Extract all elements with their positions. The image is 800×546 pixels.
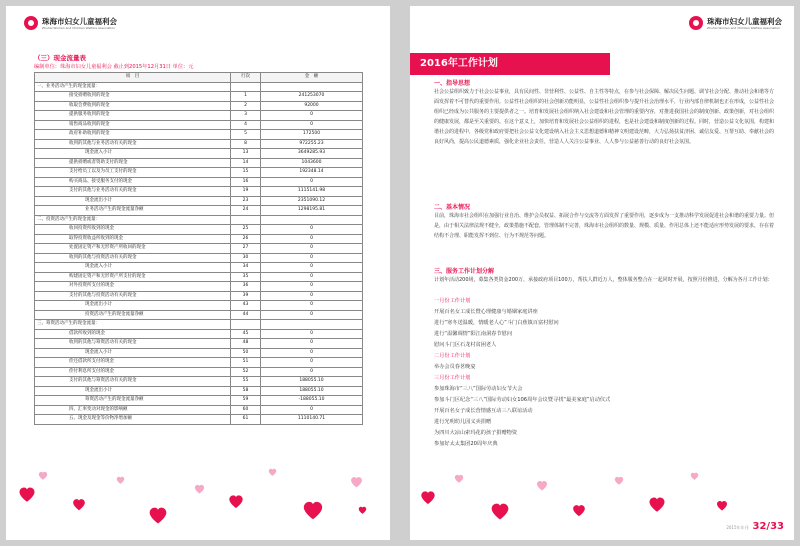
heart-icon <box>690 472 699 481</box>
cell-line: 1 <box>231 92 261 102</box>
table-row <box>35 101 363 111</box>
table-row <box>35 377 363 387</box>
cell-item: 收取会费收到的现金 <box>35 101 231 111</box>
brand-name: 珠海市妇女儿童福利会 <box>42 16 117 26</box>
heart-icon <box>18 486 36 504</box>
cell-amount: 188055.10 <box>261 377 363 387</box>
table-row <box>35 396 363 406</box>
schedule-item: 参加斗门区纪念“三八”国际劳动妇女106周年会议暨寻找“最美家庭”启动仪式 <box>434 397 611 403</box>
table-row <box>35 263 363 273</box>
table-row <box>35 415 363 425</box>
table-row <box>35 120 363 130</box>
heart-icon <box>454 474 464 484</box>
cell-line: 61 <box>231 415 261 425</box>
cell-amount: 0 <box>261 244 363 254</box>
table-row <box>35 225 363 235</box>
cell-line: 43 <box>231 301 261 311</box>
cell-amount: 0 <box>261 310 363 320</box>
cell-amount: 0 <box>261 405 363 415</box>
cell-amount <box>261 320 363 330</box>
schedule-item: 参加珠海市“三八”国际劳动妇女节大会 <box>434 386 523 392</box>
table-row <box>35 329 363 339</box>
cell-amount: 1298195.81 <box>261 206 363 216</box>
cell-amount: 0 <box>261 339 363 349</box>
cell-amount: 172500 <box>261 130 363 140</box>
heart-icon <box>148 506 168 526</box>
table-row <box>35 339 363 349</box>
heart-icon <box>420 490 436 506</box>
cell-amount: 1115141.98 <box>261 187 363 197</box>
cell-item: 现金流入小计 <box>35 348 231 358</box>
cell-item: 现金流出小计 <box>35 301 231 311</box>
cell-line: 13 <box>231 149 261 159</box>
schedule-item: 举办会员春茗晚宴 <box>434 364 476 370</box>
cell-item: 现金流入小计 <box>35 263 231 273</box>
table-row <box>35 234 363 244</box>
heading-basic-situation: 二、基本情况 <box>434 204 471 211</box>
cell-amount: 0 <box>261 225 363 235</box>
cell-line: 39 <box>231 291 261 301</box>
cell-amount: 0 <box>261 177 363 187</box>
table-row <box>35 291 363 301</box>
heart-icon <box>716 500 728 512</box>
cell-amount: 0 <box>261 348 363 358</box>
cell-amount: 92000 <box>261 101 363 111</box>
cell-line: 2 <box>231 101 261 111</box>
cell-line: 5 <box>231 130 261 140</box>
cell-item: 三、筹资活动产生的现金流量： <box>35 320 231 330</box>
table-row <box>35 367 363 377</box>
cell-amount: 3649285.93 <box>261 149 363 159</box>
brand-subtitle: Zhuhai Women and Children Welfare Association <box>707 25 781 30</box>
brand-subtitle: Zhuhai Women and Children Welfare Association <box>42 25 116 30</box>
cell-item: 投资活动产生的现金流量净额 <box>35 310 231 320</box>
cell-item: 购建固定资产和无形资产所支付的现金 <box>35 272 231 282</box>
schedule-item: 参加好太太集团20周年庆典 <box>434 441 498 447</box>
schedule-month: 三月份工作计划 <box>434 375 471 381</box>
heart-icon <box>490 502 510 522</box>
cell-amount <box>261 82 363 92</box>
cell-item: 偿还借款所支付的现金 <box>35 358 231 368</box>
table-row <box>35 187 363 197</box>
brand-name: 珠海市妇女儿童福利会 <box>707 16 782 26</box>
cell-item: 提供服务收到的现金 <box>35 111 231 121</box>
schedule-item: 进行“温馨调情”阳江南洞春节慰问 <box>434 331 513 337</box>
table-row <box>35 301 363 311</box>
cell-line: 26 <box>231 234 261 244</box>
cell-item: 收到的其他与业务活动有关的现金 <box>35 139 231 149</box>
cell-amount: 972255.23 <box>261 139 363 149</box>
cell-amount: 0 <box>261 358 363 368</box>
heart-icon <box>38 471 48 481</box>
cell-line: 55 <box>231 377 261 387</box>
cell-item: 现金流出小计 <box>35 196 231 206</box>
table-row <box>35 386 363 396</box>
heart-icon <box>194 484 205 495</box>
heart-icon <box>268 468 277 477</box>
table-row <box>35 358 363 368</box>
cell-line: 58 <box>231 386 261 396</box>
cell-amount: 0 <box>261 234 363 244</box>
logo-icon <box>24 16 38 30</box>
cell-item: 支付的其他与业务活动有关的现金 <box>35 187 231 197</box>
paragraph-service-plan: 计划年活动200场，募集各类资金200万，承接政府项目100万，帮扶人群近万人，整体服务整合在一起同时开展，按照月份推进，分解为各月工作计划： <box>434 277 773 283</box>
table-row <box>35 92 363 102</box>
section-title: （三）现金流量表 <box>34 54 86 62</box>
paragraph-guiding-ideology: 社会公益组织致力于社会公益事业，具有民间性、非营利性、公益性、自主性等特点，在参与社会保障、解决民生问题、调节社会分配、推动社会和谐等方面发挥着不可替代的重要作用。公益性社会组织的社会创新功能明显，公益性社会组织参与提升社会治理水平，行业内部自律机制也正在形成，公益性社会组织已经成为公共服务的主要提供者之一。培育和发展社会组织纳入社会建设和社会管理的重要内容，对推进我国社会的制度创新、政策创新，对社会组织的健康发展，都是至关重要的。在这个意义上，加快培育和发展社会公益组织的进程，也是社会建设和制度创新的过程。同时，营造公益文化氛围，构建和谐社会的进程中，各级党和政府要把社会公益文化建设纳入社会主义思想道德和精神文明建设范畴，大力弘扬扶贫济困、诚信友爱、互帮互助、奉献社会的良好风尚，提高公民道德素质，强化企业社会责任，营造人人关注公益事业、人人参与公益慈善行动的良好社会氛围。 <box>434 89 775 145</box>
table-row <box>35 130 363 140</box>
table-row <box>35 244 363 254</box>
cell-line: 24 <box>231 206 261 216</box>
schedule-item: 慰问斗门区石龙村贫困老人 <box>434 342 497 348</box>
cell-line: 45 <box>231 329 261 339</box>
cell-line: 19 <box>231 187 261 197</box>
cell-item: 收到的其他与投资活动有关的现金 <box>35 253 231 263</box>
cell-amount <box>261 215 363 225</box>
right-page <box>410 6 794 540</box>
left-page <box>6 6 390 540</box>
cell-line: 51 <box>231 358 261 368</box>
table-row <box>35 139 363 149</box>
cell-line: 4 <box>231 120 261 130</box>
plan-title-banner <box>410 53 610 75</box>
cell-item: 业务活动产生的现金流量净额 <box>35 206 231 216</box>
cell-line: 60 <box>231 405 261 415</box>
cell-amount: 0 <box>261 291 363 301</box>
cell-line: 16 <box>231 177 261 187</box>
table-row <box>35 177 363 187</box>
plan-title: 2016年工作计划 <box>420 58 498 69</box>
header-item: 项 目 <box>35 73 231 83</box>
cell-amount: 0 <box>261 301 363 311</box>
heart-icon <box>350 476 363 489</box>
cell-amount: 1043600 <box>261 158 363 168</box>
heart-icon <box>572 504 586 518</box>
brand-header-right <box>689 16 782 30</box>
table-row <box>35 348 363 358</box>
schedule-month: 一月份工作计划 <box>434 298 471 304</box>
heart-icon <box>228 494 244 510</box>
brand-header <box>24 16 117 30</box>
cell-line: 25 <box>231 225 261 235</box>
cell-amount: -188055.10 <box>261 396 363 406</box>
cell-amount: 0 <box>261 253 363 263</box>
heading-service-plan: 三、服务工作计划分解 <box>434 268 495 275</box>
cell-line: 50 <box>231 348 261 358</box>
table-row <box>35 111 363 121</box>
heading-guiding-ideology: 一、指导思想 <box>434 80 471 87</box>
cell-item: 现金流入小计 <box>35 149 231 159</box>
heart-icon <box>72 498 86 512</box>
cell-line: 35 <box>231 272 261 282</box>
cell-line: 59 <box>231 396 261 406</box>
schedule-month: 二月份工作计划 <box>434 353 471 359</box>
cell-item: 五、现金及现金等价物净增加额 <box>35 415 231 425</box>
cell-item: 取得投资收益所收到的现金 <box>35 234 231 244</box>
cell-item: 销售商品收到的现金 <box>35 120 231 130</box>
table-row <box>35 158 363 168</box>
cell-item: 对外投资所支付的现金 <box>35 282 231 292</box>
cell-amount: 0 <box>261 263 363 273</box>
cell-amount: 0 <box>261 367 363 377</box>
heart-icon <box>648 496 666 514</box>
table-row <box>35 253 363 263</box>
logo-icon <box>689 16 703 30</box>
cell-item: 政府补助收到的现金 <box>35 130 231 140</box>
cell-item: 收到的其他与筹资活动有关的现金 <box>35 339 231 349</box>
table-row <box>35 272 363 282</box>
cell-item: 现金流出小计 <box>35 386 231 396</box>
schedule-item: 为四川大凉山索玛花的孩子捐赠物资 <box>434 430 518 436</box>
schedule-item: 开展百名女工成长暨心理健康与婚姻家庭讲座 <box>434 309 538 315</box>
table-row <box>35 310 363 320</box>
header-line: 行次 <box>231 73 261 83</box>
table-row <box>35 320 363 330</box>
heart-icon <box>614 476 624 486</box>
report-meta: 编制单位：珠海市妇女儿童福利会 截止到2015年12月31日 单位：元 <box>34 64 194 70</box>
paragraph-basic-situation: 目前，珠海市社会组织在加强行业自治、维护会员权益、拓展合作与交流等方面发挥了重要作用，逐步成为一支推动科学发展促进社会和谐的重要力量。但是，由于相关法律法规不健全，政策措施不配套，管理体制不完善，珠海市社会组织的数量、规模、质量、作用总体上还不能适应形势发展的要求，存在着结构不合理、职能发挥不到位、行为不规范等问题。 <box>434 213 775 239</box>
cell-item: 二、投资活动产生的现金流量： <box>35 215 231 225</box>
cell-item: 收回投资所收到的现金 <box>35 225 231 235</box>
cell-line <box>231 82 261 92</box>
cell-line: 3 <box>231 111 261 121</box>
cell-line: 34 <box>231 263 261 273</box>
cell-line: 8 <box>231 139 261 149</box>
cell-item: 借款所收到的现金 <box>35 329 231 339</box>
cell-line <box>231 215 261 225</box>
cell-amount: 192348.14 <box>261 168 363 178</box>
cell-amount: 0 <box>261 329 363 339</box>
cell-line: 23 <box>231 196 261 206</box>
cell-item: 偿付利息所支付的现金 <box>35 367 231 377</box>
cell-line: 52 <box>231 367 261 377</box>
table-row <box>35 282 363 292</box>
heart-icon <box>116 476 125 485</box>
cell-item: 四、汇率变动对现金的影响额 <box>35 405 231 415</box>
cell-amount: 2351090.12 <box>261 196 363 206</box>
cell-line: 36 <box>231 282 261 292</box>
cell-item: 支付的其他与投资活动有关的现金 <box>35 291 231 301</box>
page-number <box>726 521 784 532</box>
cell-item: 筹资活动产生的现金流量净额 <box>35 396 231 406</box>
heart-icon <box>302 500 324 522</box>
heart-icon <box>358 506 367 515</box>
cell-amount: 1110140.71 <box>261 415 363 425</box>
cell-amount: 0 <box>261 282 363 292</box>
page-label: 2015年年刊 <box>726 525 749 530</box>
cell-line: 27 <box>231 244 261 254</box>
cell-item: 接受捐赠收到的现金 <box>35 92 231 102</box>
cell-item: 提供捐赠或者资助支付的现金 <box>35 158 231 168</box>
cell-line: 15 <box>231 168 261 178</box>
cash-flow-table <box>34 72 363 425</box>
table-row <box>35 215 363 225</box>
schedule-item: 进行“寒冬送温暖，情暖老人心”斗门白蕉镇百富村慰问 <box>434 320 559 326</box>
cell-line <box>231 320 261 330</box>
heart-icon <box>536 480 548 492</box>
cell-line: 48 <box>231 339 261 349</box>
cell-line: 14 <box>231 158 261 168</box>
cell-item: 支付的其他与筹资活动有关的现金 <box>35 377 231 387</box>
cell-amount: 0 <box>261 272 363 282</box>
table-row <box>35 206 363 216</box>
cell-line: 44 <box>231 310 261 320</box>
cell-amount: 188055.10 <box>261 386 363 396</box>
table-row <box>35 82 363 92</box>
table-row <box>35 149 363 159</box>
cell-item: 处置固定资产和无形资产所收回的现金 <box>35 244 231 254</box>
table-row <box>35 405 363 415</box>
schedule-item: 进行光明幼儿园义卖捐赠 <box>434 419 492 425</box>
cell-item: 购买商品、接受服务支付的现金 <box>35 177 231 187</box>
schedule-item: 开展百名女子成长营情感互动三八联谊活动 <box>434 408 533 414</box>
cell-amount: 0 <box>261 120 363 130</box>
cell-item: 支付给员工以及为员工支付的现金 <box>35 168 231 178</box>
cell-line: 30 <box>231 253 261 263</box>
table-row <box>35 196 363 206</box>
table-row <box>35 168 363 178</box>
header-amount: 金 额 <box>261 73 363 83</box>
page-number-value: 32/33 <box>752 521 784 532</box>
table-header-row <box>35 73 363 83</box>
cell-amount: 0 <box>261 111 363 121</box>
cell-amount: 241253070 <box>261 92 363 102</box>
cell-item: 一、业务活动产生的现金流量： <box>35 82 231 92</box>
